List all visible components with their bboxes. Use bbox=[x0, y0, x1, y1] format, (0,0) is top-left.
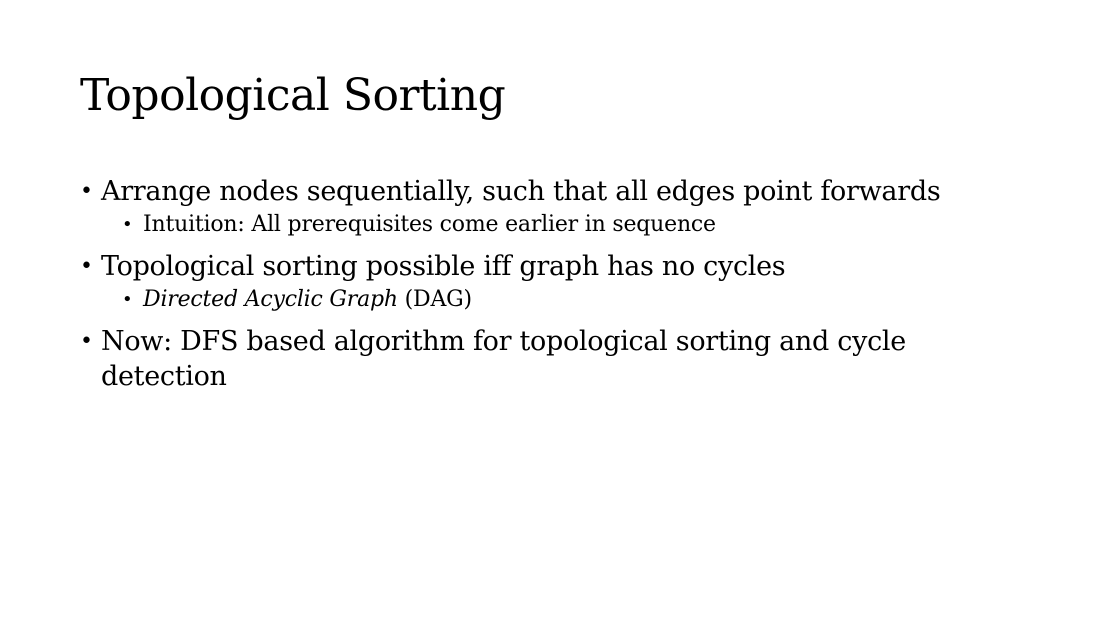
sub-bullet-item-dag bbox=[101, 286, 1040, 314]
bullet-item-dfs-algorithm bbox=[80, 324, 1040, 394]
bullet-list bbox=[80, 174, 1040, 404]
bullet-icon: • bbox=[80, 179, 93, 204]
bullet-text: Topological sorting possible iff graph has no cycles bbox=[101, 251, 786, 282]
bullet-item-topological-possible bbox=[80, 249, 1040, 314]
sub-bullet-text: Intuition: All prerequisites come earlier in sequence bbox=[143, 212, 716, 237]
bullet-icon: • bbox=[122, 214, 133, 235]
bullet-icon: • bbox=[80, 329, 93, 354]
bullet-item-arrange-nodes bbox=[80, 174, 1040, 239]
bullet-text: Now: DFS based algorithm for topological sorting and cycle detection bbox=[101, 326, 906, 392]
bullet-icon: • bbox=[80, 254, 93, 279]
sub-bullet-list bbox=[101, 286, 1040, 314]
sub-bullet-list bbox=[101, 211, 1040, 239]
bullet-icon: • bbox=[122, 289, 133, 310]
sub-bullet-item-intuition bbox=[101, 211, 1040, 239]
bullet-text: Arrange nodes sequentially, such that all edges point forwards bbox=[101, 176, 941, 207]
sub-bullet-italic-text: Directed Acyclic Graph bbox=[143, 287, 398, 312]
slide-title: Topological Sorting bbox=[80, 70, 506, 121]
sub-bullet-text: (DAG) bbox=[397, 287, 472, 312]
